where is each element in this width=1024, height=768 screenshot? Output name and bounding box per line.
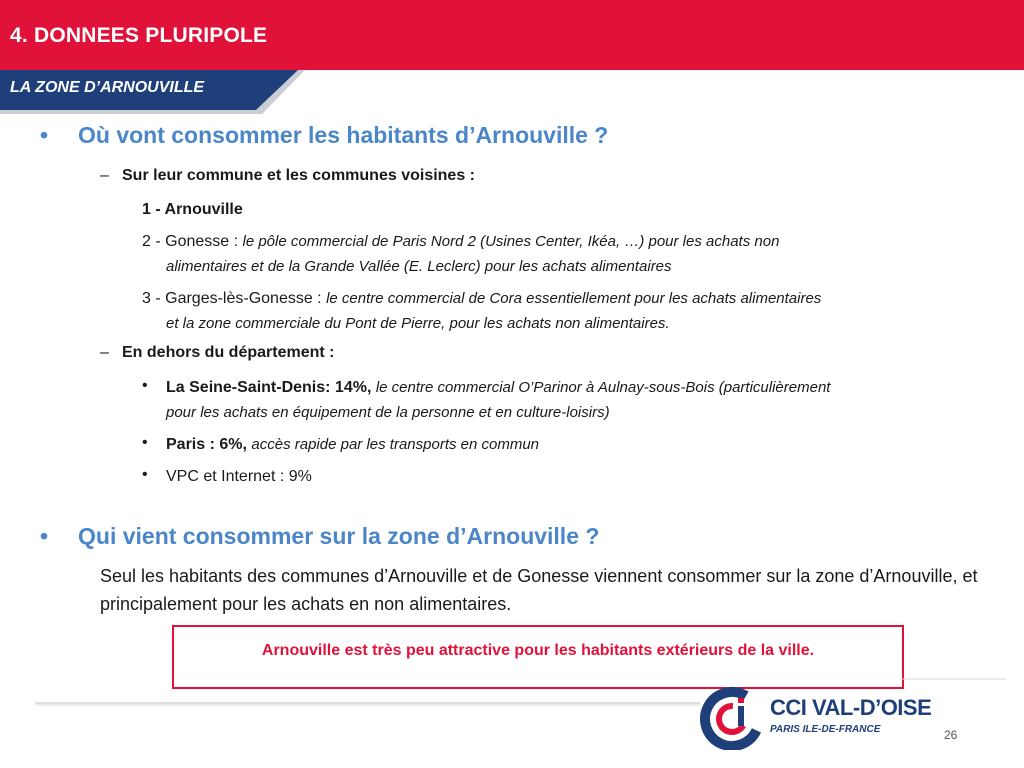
- group-label-local: Sur leur commune et les communes voisines :: [122, 167, 475, 184]
- dash-icon: –: [100, 167, 109, 184]
- bullet-icon: •: [142, 466, 148, 483]
- list-item: 1 - Arnouville: [142, 201, 243, 218]
- callout-text: Arnouville est très peu attractive pour les habitants extérieurs de la ville.: [261, 642, 815, 659]
- slide-title: 4. DONNEES PLURIPOLE: [10, 24, 268, 47]
- group-label-outside: En dehors du département :: [122, 344, 335, 361]
- subtitle-label: LA ZONE D’ARNOUVILLE: [10, 79, 205, 96]
- list-item: VPC et Internet : 9%: [166, 468, 312, 485]
- list-item: La Seine-Saint-Denis: 14%, le centre commercial O’Parinor à Aulnay-sous-Bois (particulièrement pour les achats en équipement de la personne et en culture-loisirs): [166, 379, 831, 421]
- bullet-icon: •: [40, 122, 49, 148]
- bullet-icon: •: [40, 523, 49, 549]
- list-item: 2 - Gonesse : le pôle commercial de Paris Nord 2 (Usines Center, Ikéa, …) pour les achats non alimentaires et de la Grande Vallée (E. Leclerc) pour les achats alimentaires: [142, 233, 780, 275]
- page-number: 26: [944, 728, 958, 742]
- bullet-icon: •: [142, 377, 148, 394]
- subtitle-banner: [0, 70, 310, 114]
- bullet-icon: •: [142, 434, 148, 451]
- list-item: Paris : 6%, accès rapide par les transports en commun: [166, 436, 540, 453]
- logo-subtitle: PARIS ILE-DE-FRANCE: [770, 724, 881, 735]
- logo-title: CCI VAL-D’OISE: [770, 695, 932, 720]
- cci-logo: [700, 686, 940, 750]
- list-item: 3 - Garges-lès-Gonesse : le centre commercial de Cora essentiellement pour les achats alimentaires et la zone commerciale du Pont de Pierre, pour les achats non alimentaires.: [142, 290, 822, 332]
- body-paragraph: Seul les habitants des communes d’Arnouville et de Gonesse viennent consommer sur la zone d’Arnouville, et principalement pour les achats en non alimentaires.: [100, 566, 978, 614]
- title-bar: [0, 0, 1024, 70]
- dash-icon: –: [100, 344, 109, 361]
- cci-logo-icon: [700, 686, 764, 750]
